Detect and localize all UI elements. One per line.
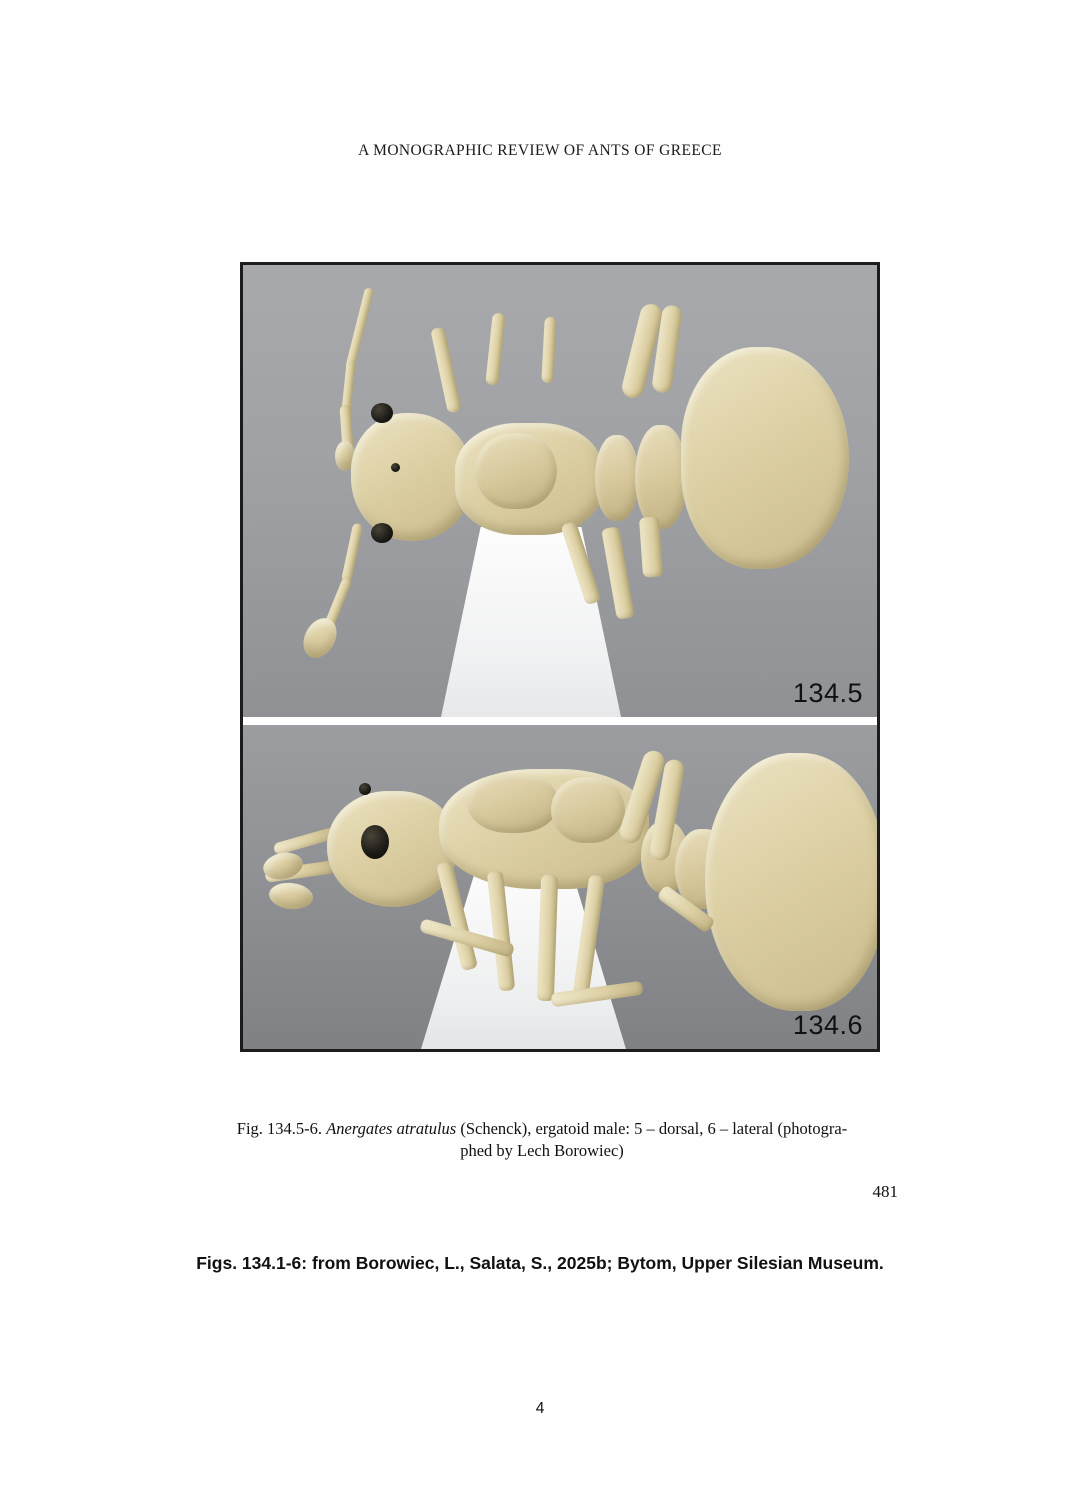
compound-eye <box>361 825 389 859</box>
figure-caption <box>222 1118 862 1163</box>
panel-label-dorsal: 134.5 <box>792 678 863 708</box>
mesonotum <box>551 777 625 843</box>
antenna-club <box>268 881 314 911</box>
pronotum <box>467 773 559 833</box>
ant-head <box>327 791 457 907</box>
page-number: 4 <box>535 1400 545 1417</box>
ant-leg <box>541 317 556 384</box>
ant-leg <box>485 313 505 386</box>
panel-divider <box>243 717 877 725</box>
ant-gaster <box>681 347 849 569</box>
ant-leg <box>639 516 663 577</box>
caption-prefix: Fig. 134.5-6. <box>236 1119 327 1138</box>
antenna-segment <box>345 287 374 371</box>
caption-species-name: Anergates atratulus <box>326 1119 457 1138</box>
postpetiole <box>635 425 687 529</box>
petiole <box>595 435 639 521</box>
panel-label-lateral: 134.6 <box>792 1010 863 1040</box>
figure-plate <box>240 262 880 1052</box>
caption-rest: (Schenck), ergatoid male: 5 – dorsal, 6 – lateral (photogra- <box>456 1119 848 1138</box>
mesonotum <box>475 433 557 509</box>
compound-eye <box>371 523 393 543</box>
specimen-mount-pin <box>441 527 621 717</box>
caption-line-2: phed by Lech Borowiec) <box>460 1141 624 1161</box>
running-head: A MONOGRAPHIC REVIEW OF ANTS OF GREECE <box>358 142 722 159</box>
figure-source-note: Figs. 134.1-6: from Borowiec, L., Salata, S., 2025b; Bytom, Upper Silesian Museum. <box>196 1253 884 1273</box>
source-folio-number: 481 <box>872 1182 898 1201</box>
ocellus <box>359 783 371 795</box>
figure-panel-dorsal <box>243 265 877 717</box>
compound-eye <box>371 403 393 423</box>
figure-panel-lateral <box>243 725 877 1049</box>
ant-gaster <box>705 753 877 1011</box>
ant-leg <box>601 526 635 620</box>
ocellus <box>391 463 400 472</box>
ant-leg <box>430 326 462 413</box>
antenna-segment <box>341 523 363 584</box>
